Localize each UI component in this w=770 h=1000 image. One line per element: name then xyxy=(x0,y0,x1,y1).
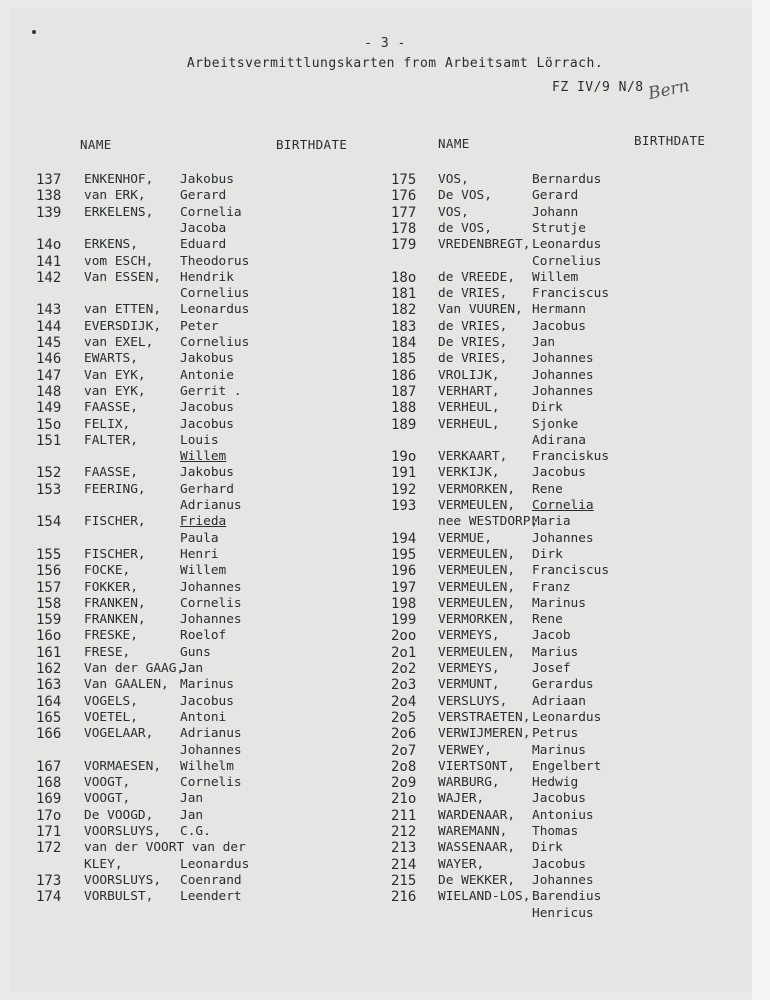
entry-number: 199 xyxy=(391,612,417,629)
entry-number: 211 xyxy=(391,807,417,824)
entry-number: 161 xyxy=(36,644,62,661)
entry-given-name: Roelof xyxy=(180,628,227,644)
document-title: Arbeitsvermittlungskarten from Arbeitsamt Lörrach. xyxy=(186,56,604,71)
entry-number: 187 xyxy=(391,383,417,400)
entry-surname: FEERING, xyxy=(84,481,146,497)
entry-surname: Van GAALEN, xyxy=(84,677,169,693)
entry-surname: VOS, xyxy=(438,172,469,187)
entry-surname: VIERTSONT, xyxy=(438,758,516,774)
entry-given-name: Jacobus xyxy=(180,693,234,709)
entry-surname: VERMORKEN, xyxy=(438,481,516,497)
right-birthdate-header: BIRTHDATE xyxy=(634,133,706,148)
entry-number: 183 xyxy=(391,318,417,335)
entry-number: 166 xyxy=(36,726,62,743)
entry-given-name: Johann xyxy=(532,204,579,220)
entry-number: 17o xyxy=(36,807,62,824)
entry-number: 179 xyxy=(391,237,417,254)
entry-number: 168 xyxy=(36,775,62,792)
entry-number: 192 xyxy=(391,481,417,498)
entry-given-name: Paula xyxy=(180,530,219,546)
entry-number: 165 xyxy=(36,709,62,726)
entry-given-name: Johannes xyxy=(180,742,242,758)
entry-surname: van ERK, xyxy=(84,188,146,204)
entry-given-name: Johannes xyxy=(180,612,242,628)
entry-number: 198 xyxy=(391,595,417,612)
entry-number: 2o6 xyxy=(391,726,417,743)
entry-given-name: Thomas xyxy=(532,824,579,839)
entry-given-name: Jacob xyxy=(532,628,571,644)
entry-given-name: Dirk xyxy=(532,840,563,856)
entry-number: 167 xyxy=(36,758,62,775)
entry-number: 2o5 xyxy=(391,709,417,726)
entry-number: 172 xyxy=(36,840,62,857)
entry-surname: VERMEULEN, xyxy=(438,498,516,513)
entry-number: 159 xyxy=(36,612,62,629)
entry-surname: van ETTEN, xyxy=(84,302,162,318)
entry-surname: de VRIES, xyxy=(438,318,508,334)
entry-given-name: Gerhard xyxy=(180,481,234,497)
entry-surname: de VOS, xyxy=(438,220,492,236)
entry-number: 174 xyxy=(36,889,62,906)
entry-number: 154 xyxy=(36,514,62,531)
entry-given-name: Leonardus xyxy=(532,237,602,253)
entry-given-name: Johannes xyxy=(532,872,594,888)
entry-given-name: Bernardus xyxy=(532,172,602,187)
entry-surname: FISCHER, xyxy=(84,546,146,562)
entry-surname: de VRIES, xyxy=(438,351,508,367)
entry-given-name: Coenrand xyxy=(180,872,242,888)
entry-surname: VOGELAAR, xyxy=(84,726,154,742)
entry-surname: VOETEL, xyxy=(84,709,138,725)
entry-surname: VERMEYS, xyxy=(438,628,500,644)
entry-number: 14o xyxy=(36,237,62,254)
entry-surname: ENKENHOF, xyxy=(84,172,154,187)
entry-given-name: Jakobus xyxy=(180,351,234,367)
right-name-header: NAME xyxy=(438,136,470,151)
entry-number: 19o xyxy=(391,449,417,466)
entry-surname: VERSTRAETEN, xyxy=(438,709,531,725)
entry-surname: de VREEDE, xyxy=(438,269,516,285)
entry-given-name: Wilhelm xyxy=(180,758,234,774)
entry-number: 162 xyxy=(36,661,62,677)
entry-surname: FOKKER, xyxy=(84,579,138,595)
entry-given-name: Leonardus xyxy=(532,709,602,725)
entry-given-name: C.G. xyxy=(180,824,211,839)
entry-given-name: Gerrit . xyxy=(180,383,242,399)
entry-given-name: Jan xyxy=(180,807,204,823)
entry-given-name: Antonie xyxy=(180,367,234,383)
entry-given-name: Cornelis xyxy=(180,775,242,791)
entry-surname: WARDENAAR, xyxy=(438,807,516,823)
entry-number: 2o9 xyxy=(391,775,417,792)
entry-surname: VERMEULEN, xyxy=(438,563,516,579)
entry-surname: Van VUUREN, xyxy=(438,302,523,318)
entry-surname: De VRIES, xyxy=(438,335,508,350)
entry-surname: FALTER, xyxy=(84,432,138,448)
entry-number: 2o8 xyxy=(391,758,417,775)
entry-given-name: Eduard xyxy=(180,237,227,253)
entry-number: 2o1 xyxy=(391,644,417,661)
entry-number: 141 xyxy=(36,253,62,270)
entry-surname: FAASSE, xyxy=(84,465,138,481)
entry-number: 158 xyxy=(36,595,62,612)
entry-number: 156 xyxy=(36,563,62,580)
handwritten-note: Bern xyxy=(646,75,692,105)
entry-given-name: Jan xyxy=(532,335,556,350)
entry-surname: de VRIES, xyxy=(438,286,508,302)
entry-number: 176 xyxy=(391,188,417,205)
entry-surname: VOOGT, xyxy=(84,775,131,791)
entry-surname: VERMUE, xyxy=(438,530,492,546)
entry-number: 194 xyxy=(391,530,417,547)
entry-given-name: Jacobus xyxy=(180,400,234,416)
entry-surname: Van der GAAG, xyxy=(84,661,185,676)
entry-surname: FISCHER, xyxy=(84,514,146,530)
entry-number: 139 xyxy=(36,204,62,221)
entry-surname: FELIX, xyxy=(84,416,131,432)
entry-given-name: Willem xyxy=(180,449,227,465)
entry-given-name: Franciscus xyxy=(532,563,610,579)
entry-surname: nee WESTDORP, xyxy=(438,514,539,530)
entry-number: 189 xyxy=(391,416,417,433)
entry-surname: FAASSE, xyxy=(84,400,138,416)
entry-surname: VERHEUL, xyxy=(438,416,500,432)
entry-given-name: Dirk xyxy=(532,400,563,416)
entry-number: 15o xyxy=(36,416,62,433)
entry-surname: VORMAESEN, xyxy=(84,758,162,774)
entry-surname: ERKELENS, xyxy=(84,204,154,220)
entry-surname: VERMEYS, xyxy=(438,661,500,676)
entry-surname: VREDENBREGT, xyxy=(438,237,531,253)
entry-surname: VOGELS, xyxy=(84,693,138,709)
entry-given-name: Henricus xyxy=(532,905,594,921)
entry-surname: VERKIJK, xyxy=(438,465,500,481)
entry-given-name: Jakobus xyxy=(180,465,234,481)
entry-given-name: Jacoba xyxy=(180,220,227,236)
entry-given-name: Louis xyxy=(180,432,219,448)
entry-given-name: Johannes xyxy=(532,530,594,546)
entry-number: 144 xyxy=(36,318,62,335)
entry-surname: FRANKEN, xyxy=(84,612,146,628)
entry-surname: WAYER, xyxy=(438,856,485,872)
entry-number: 143 xyxy=(36,302,62,319)
entry-given-name: Willem xyxy=(532,269,579,285)
entry-number: 177 xyxy=(391,204,417,221)
entry-given-name: Rene xyxy=(532,481,563,497)
entry-number: 212 xyxy=(391,824,417,840)
entry-given-name: Marinus xyxy=(532,742,586,758)
entry-surname: FRANKEN, xyxy=(84,595,146,611)
entry-given-name: Franciskus xyxy=(532,449,610,465)
entry-surname: FOCKE, xyxy=(84,563,131,579)
entry-given-name: Cornelia xyxy=(180,204,242,220)
entry-surname: VOOGT, xyxy=(84,791,131,807)
entry-number: 171 xyxy=(36,824,62,840)
entry-given-name: Gerard xyxy=(532,188,579,204)
entry-surname: WAJER, xyxy=(438,791,485,807)
entry-given-name: Barendius xyxy=(532,889,602,905)
entry-surname: VERHEUL, xyxy=(438,400,500,416)
entry-given-name: Jan xyxy=(180,661,204,676)
entry-given-name: Hedwig xyxy=(532,775,579,791)
entry-given-name: Marius xyxy=(532,644,579,660)
entry-given-name: Peter xyxy=(180,318,219,334)
entry-number: 196 xyxy=(391,563,417,580)
entry-number: 2o3 xyxy=(391,677,417,694)
entry-given-name: Cornelia xyxy=(532,498,594,513)
entry-given-name: Cornelius xyxy=(532,253,602,269)
entry-number: 185 xyxy=(391,351,417,368)
entry-surname: VERMEULEN, xyxy=(438,579,516,595)
entry-number: 152 xyxy=(36,465,62,482)
entry-surname: FRESE, xyxy=(84,644,131,660)
punch-mark xyxy=(32,30,36,34)
entry-given-name: Johannes xyxy=(532,383,594,399)
entry-number: 147 xyxy=(36,367,62,384)
entry-number: 173 xyxy=(36,872,62,889)
entry-given-name: Adrianus xyxy=(180,726,242,742)
entry-number: 216 xyxy=(391,889,417,906)
entry-given-name: Rene xyxy=(532,612,563,628)
entry-number: 181 xyxy=(391,286,417,303)
entry-surname: VERWEY, xyxy=(438,742,492,758)
entry-surname: KLEY, xyxy=(84,856,123,872)
entry-number: 2o2 xyxy=(391,661,417,677)
entry-number: 157 xyxy=(36,579,62,596)
entry-surname: VROLIJK, xyxy=(438,367,500,383)
entry-given-name: Jacobus xyxy=(532,856,586,872)
entry-number: 169 xyxy=(36,791,62,808)
entry-surname: WAREMANN, xyxy=(438,824,508,839)
entry-surname: VERHART, xyxy=(438,383,500,399)
entry-number: 155 xyxy=(36,546,62,563)
entry-number: 137 xyxy=(36,172,62,188)
entry-given-name: Strutje xyxy=(532,220,586,236)
entry-surname: ERKENS, xyxy=(84,237,138,253)
entry-number: 193 xyxy=(391,498,417,514)
entry-number: 145 xyxy=(36,335,62,351)
entry-number: 146 xyxy=(36,351,62,368)
entry-given-name: Adriaan xyxy=(532,693,586,709)
entry-surname: VERMORKEN, xyxy=(438,612,516,628)
entry-given-name: Sjonke xyxy=(532,416,579,432)
entry-given-name: Jacobus xyxy=(532,465,586,481)
entry-given-name: Johannes xyxy=(180,579,242,595)
entry-given-name: Leonardus xyxy=(180,856,250,872)
entry-number: 197 xyxy=(391,579,417,596)
entry-given-name: Marinus xyxy=(180,677,234,693)
entry-given-name: Theodorus xyxy=(180,253,250,269)
entry-given-name: Henri xyxy=(180,546,219,562)
reference-code: FZ IV/9 N/8 xyxy=(552,80,644,95)
entry-surname: VERMEULEN, xyxy=(438,546,516,562)
entry-given-name: Jacobus xyxy=(532,318,586,334)
left-birthdate-header: BIRTHDATE xyxy=(276,137,348,152)
entry-number: 164 xyxy=(36,693,62,710)
entry-given-name: Leendert xyxy=(180,889,242,905)
entry-surname: WASSENAAR, xyxy=(438,840,516,856)
entry-surname: VERMEULEN, xyxy=(438,595,516,611)
entry-given-name: Hendrik xyxy=(180,269,234,285)
entry-surname: VOS, xyxy=(438,204,469,220)
entry-surname: VOORSLUYS, xyxy=(84,872,162,888)
entry-surname: Van ESSEN, xyxy=(84,269,162,285)
entry-surname: WARBURG, xyxy=(438,775,500,791)
entry-given-name: Cornelis xyxy=(180,595,242,611)
entry-given-name: Antonius xyxy=(532,807,594,823)
entry-given-name: Adrianus xyxy=(180,498,242,513)
entry-number: 186 xyxy=(391,367,417,384)
entry-number: 148 xyxy=(36,383,62,400)
entry-surname: VERSLUYS, xyxy=(438,693,508,709)
page-edge xyxy=(752,0,770,1000)
entry-given-name: Jan xyxy=(180,791,204,807)
entry-number: 182 xyxy=(391,302,417,319)
entry-surname: vom ESCH, xyxy=(84,253,154,269)
entry-surname: VERMEULEN, xyxy=(438,644,516,660)
entry-number: 151 xyxy=(36,432,62,449)
entry-given-name: Gerard xyxy=(180,188,227,204)
entry-number: 142 xyxy=(36,269,62,286)
entry-number: 2o4 xyxy=(391,693,417,710)
entry-surname: VERKAART, xyxy=(438,449,508,465)
entry-surname: De VOOGD, xyxy=(84,807,154,823)
entry-number: 2oo xyxy=(391,628,417,645)
entry-given-name: Josef xyxy=(532,661,571,676)
entry-number: 153 xyxy=(36,481,62,498)
entry-given-name: Jacobus xyxy=(180,416,234,432)
entry-given-name: Adirana xyxy=(532,432,586,448)
entry-given-name: Hermann xyxy=(532,302,586,318)
entry-given-name: Gerardus xyxy=(532,677,594,693)
entry-given-name: Guns xyxy=(180,644,211,660)
entry-number: 16o xyxy=(36,628,62,645)
entry-given-name: Jacobus xyxy=(532,791,586,807)
entry-surname: VERMUNT, xyxy=(438,677,500,693)
entry-number: 184 xyxy=(391,335,417,351)
entry-surname: VOORSLUYS, xyxy=(84,824,162,839)
entry-given-name: Jakobus xyxy=(180,172,234,187)
entry-surname: EVERSDIJK, xyxy=(84,318,162,334)
entry-number: 214 xyxy=(391,856,417,873)
entry-number: 215 xyxy=(391,872,417,889)
entry-number: 163 xyxy=(36,677,62,694)
entry-surname: Van EYK, xyxy=(84,367,146,383)
entry-number: 213 xyxy=(391,840,417,857)
entry-given-name: Frieda xyxy=(180,514,227,530)
entry-number: 175 xyxy=(391,172,417,188)
entry-number: 195 xyxy=(391,546,417,563)
entry-surname: WIELAND-LOS, xyxy=(438,889,531,905)
entry-given-name: Franz xyxy=(532,579,571,595)
entry-given-name: Johannes xyxy=(532,367,594,383)
entry-number: 138 xyxy=(36,188,62,205)
entry-given-name: Johannes xyxy=(532,351,594,367)
entry-number: 21o xyxy=(391,791,417,808)
entry-given-name: Dirk xyxy=(532,546,563,562)
entry-given-name: Willem xyxy=(180,563,227,579)
entry-given-name: Cornelius xyxy=(180,335,250,350)
entry-given-name: Franciscus xyxy=(532,286,610,302)
entry-given-name: Engelbert xyxy=(532,758,602,774)
entry-surname: van EYK, xyxy=(84,383,146,399)
entry-given-name: Marinus xyxy=(532,595,586,611)
entry-surname: De VOS, xyxy=(438,188,492,204)
page-number: - 3 - xyxy=(364,36,406,51)
entry-surname: van der VOORT van der xyxy=(84,840,246,856)
entry-given-name: Petrus xyxy=(532,726,579,742)
entry-surname: VERWIJMEREN, xyxy=(438,726,531,742)
entry-number: 18o xyxy=(391,269,417,286)
entry-number: 191 xyxy=(391,465,417,482)
entry-surname: De WEKKER, xyxy=(438,872,516,888)
entry-number: 149 xyxy=(36,400,62,417)
entry-surname: van EXEL, xyxy=(84,335,154,350)
entry-number: 188 xyxy=(391,400,417,417)
entry-surname: EWARTS, xyxy=(84,351,138,367)
entry-given-name: Cornelius xyxy=(180,286,250,302)
entry-surname: FRESKE, xyxy=(84,628,138,644)
entry-number: 2o7 xyxy=(391,742,417,759)
entry-given-name: Antoni xyxy=(180,709,227,725)
entry-given-name: Maria xyxy=(532,514,571,530)
left-name-header: NAME xyxy=(80,137,112,152)
entry-surname: VORBULST, xyxy=(84,889,154,905)
entry-given-name: Leonardus xyxy=(180,302,250,318)
entry-number: 178 xyxy=(391,220,417,237)
